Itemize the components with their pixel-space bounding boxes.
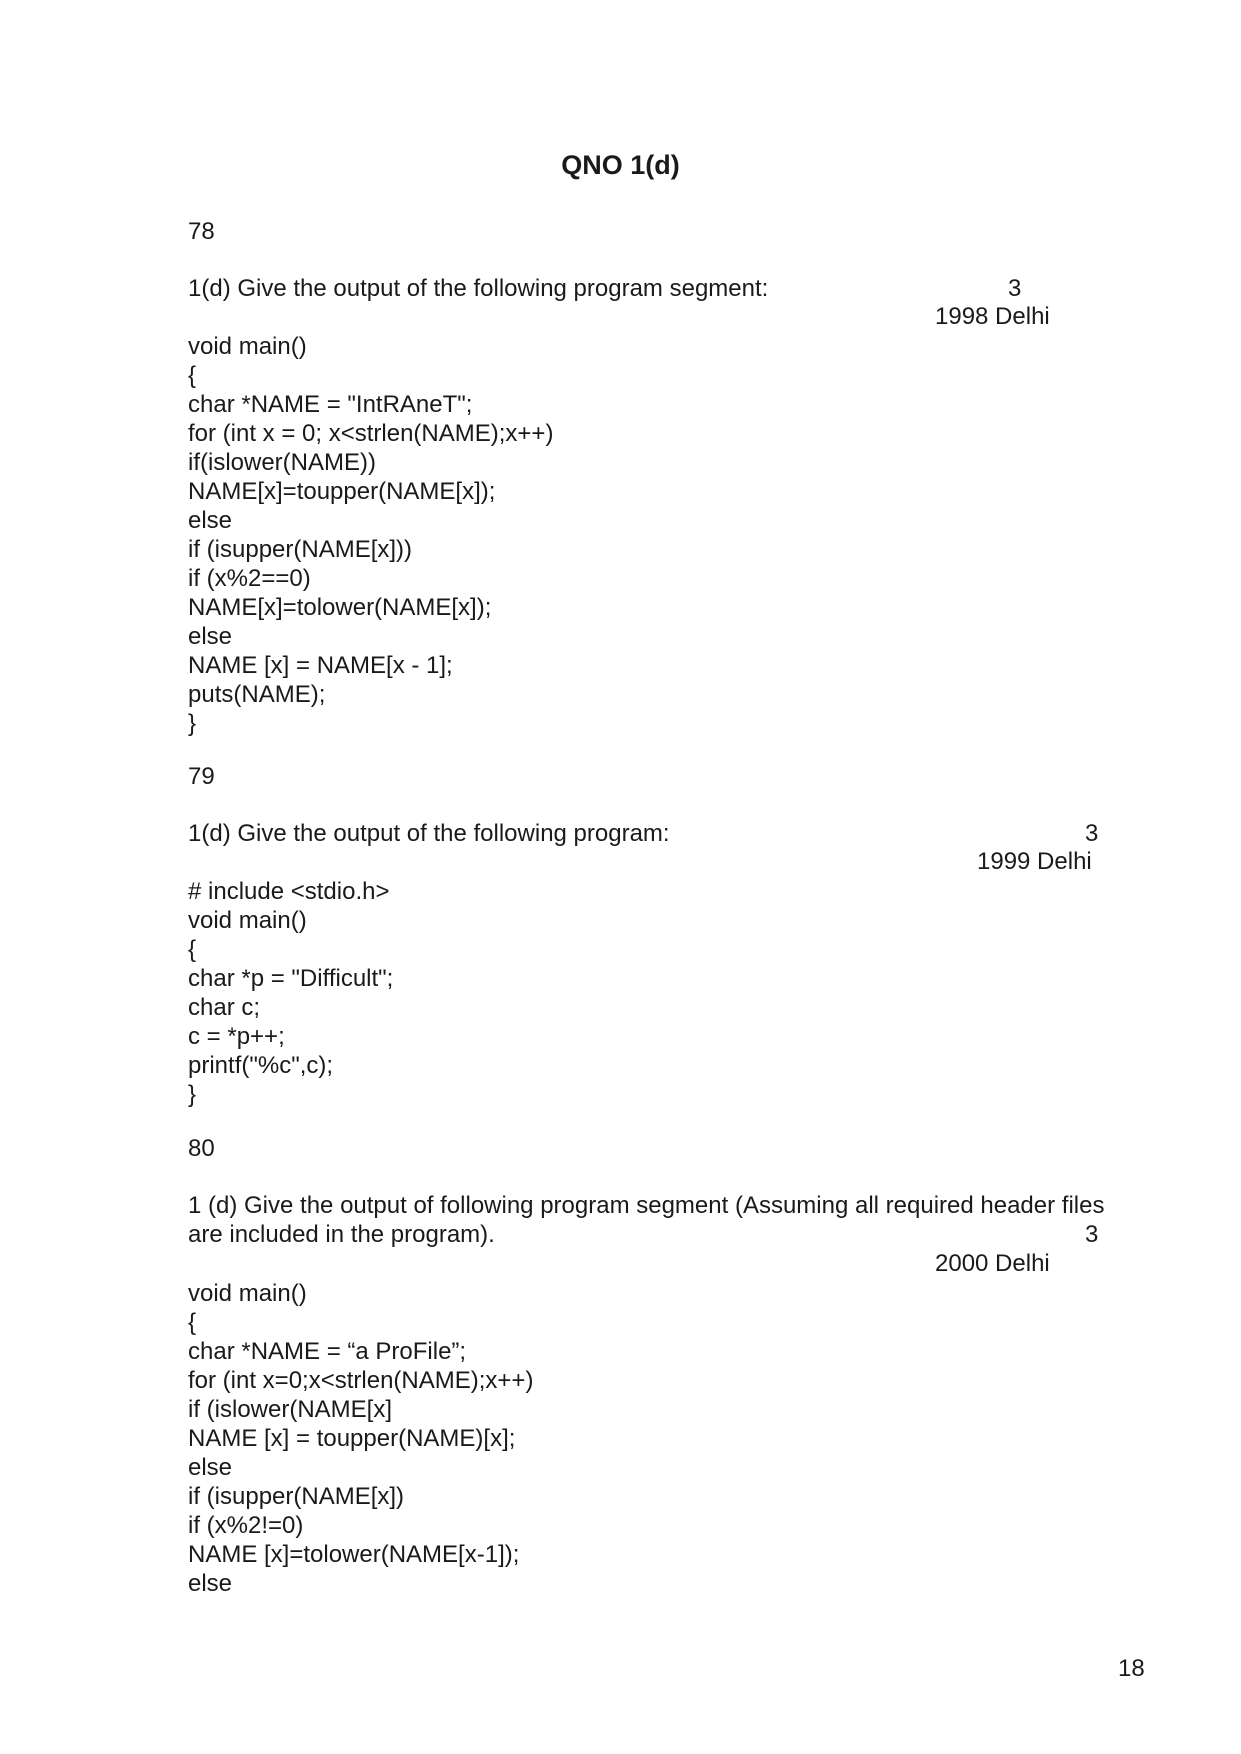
question-text-line-2: are included in the program). (188, 1221, 495, 1248)
code-line: NAME [x]=tolower(NAME[x-1]); (188, 1541, 520, 1568)
code-line: { (188, 936, 197, 963)
code-block (188, 877, 393, 1109)
code-line: if (isupper(NAME[x]) (188, 1483, 405, 1510)
code-line: { (188, 362, 197, 389)
page-number: 18 (1118, 1655, 1145, 1682)
code-line: char *p = "Difficult"; (188, 965, 394, 992)
question-number: 80 (188, 1135, 215, 1162)
code-line: NAME[x]=tolower(NAME[x]); (188, 594, 492, 621)
code-line: if (x%2!=0) (188, 1512, 304, 1539)
code-line: for (int x = 0; x<strlen(NAME);x++) (188, 420, 554, 447)
code-block (188, 1279, 533, 1598)
code-line: for (int x=0;x<strlen(NAME);x++) (188, 1367, 534, 1394)
code-line: if(islower(NAME)) (188, 449, 376, 476)
question-source: 1998 Delhi (935, 303, 1050, 330)
code-line: char *NAME = "IntRAneT"; (188, 391, 473, 418)
code-line: } (188, 1081, 197, 1108)
page-title: QNO 1(d) (561, 150, 680, 180)
question-number: 78 (188, 218, 215, 245)
code-line: else (188, 623, 233, 650)
code-line: NAME [x] = toupper(NAME)[x]; (188, 1425, 516, 1452)
question-marks: 3 (1008, 275, 1022, 302)
code-line: } (188, 710, 197, 737)
code-line: NAME[x]=toupper(NAME[x]); (188, 478, 496, 505)
code-line: else (188, 1570, 233, 1597)
question-text: 1(d) Give the output of the following program: (188, 820, 670, 847)
code-line: char *NAME = “a ProFile”; (188, 1338, 467, 1365)
question-source: 2000 Delhi (935, 1250, 1050, 1277)
code-line: void main() (188, 333, 307, 360)
code-block (188, 332, 553, 738)
code-line: else (188, 507, 233, 534)
code-line: printf("%c",c); (188, 1052, 334, 1079)
question-source: 1999 Delhi (977, 848, 1092, 875)
question-text-line-1: 1 (d) Give the output of following program segment (Assuming all required header files (188, 1192, 1105, 1219)
code-line: if (x%2==0) (188, 565, 311, 592)
code-line: char c; (188, 994, 261, 1021)
code-line: # include <stdio.h> (188, 878, 390, 905)
question-text: 1(d) Give the output of the following program segment: (188, 275, 769, 302)
code-line: c = *p++; (188, 1023, 285, 1050)
code-line: void main() (188, 907, 307, 934)
code-line: void main() (188, 1280, 307, 1307)
question-marks: 3 (1085, 820, 1099, 847)
code-line: { (188, 1309, 197, 1336)
code-line: if (islower(NAME[x] (188, 1396, 393, 1423)
code-line: NAME [x] = NAME[x - 1]; (188, 652, 453, 679)
question-marks: 3 (1085, 1221, 1099, 1248)
code-line: if (isupper(NAME[x])) (188, 536, 413, 563)
question-number: 79 (188, 763, 215, 790)
code-line: else (188, 1454, 233, 1481)
code-line: puts(NAME); (188, 681, 326, 708)
